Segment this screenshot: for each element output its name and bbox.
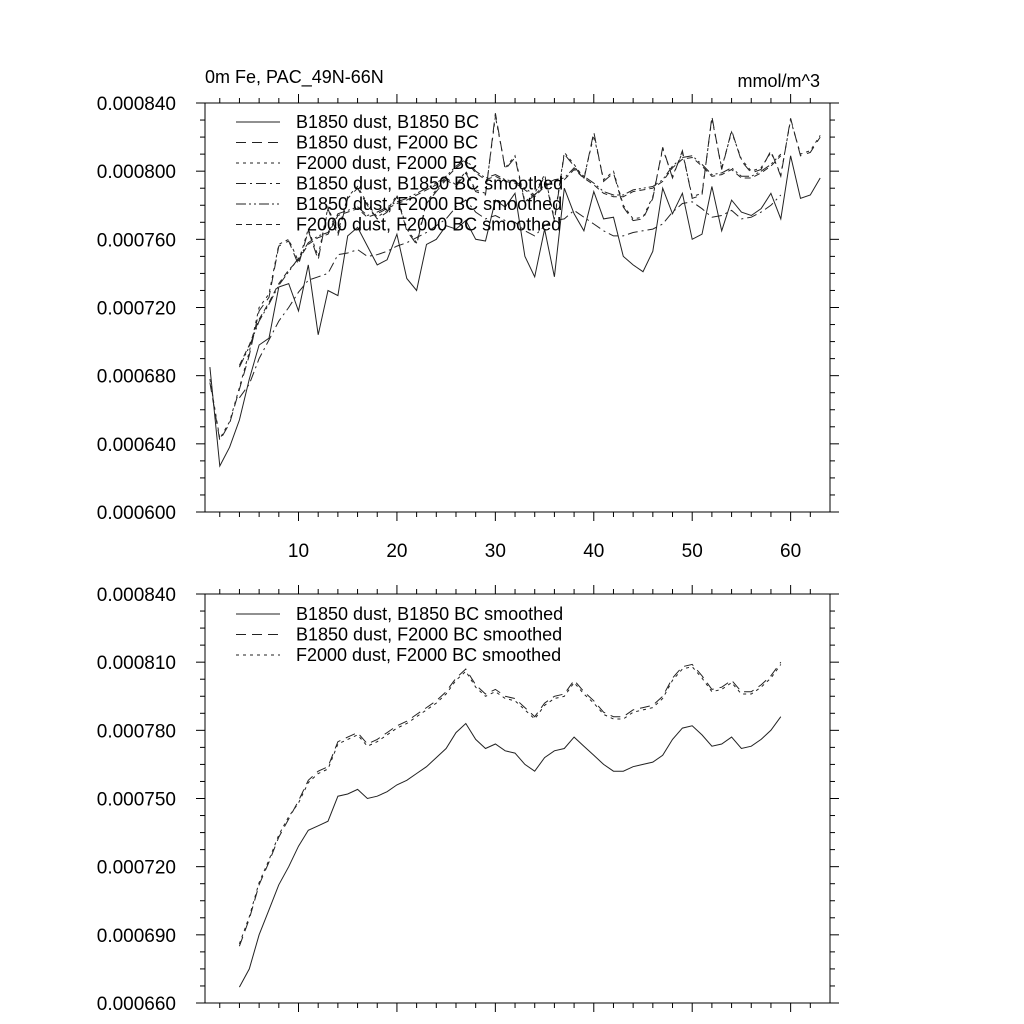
legend-label: B1850 dust, F2000 BC smoothed: [296, 194, 563, 214]
series-line-f2000-dust-f2000-bc-smoothed: [239, 664, 780, 944]
x-tick-label: 30: [484, 541, 506, 562]
x-tick-label: 20: [386, 541, 408, 562]
y-tick-label: 0.000600: [96, 503, 176, 524]
legend-label: B1850 dust, F2000 BC smoothed: [296, 624, 563, 645]
y-tick-label: 0.000720: [96, 298, 176, 320]
series-line-b1850-dust-b1850-bc-smoothed: [239, 717, 780, 987]
y-tick-label: 0.000690: [96, 925, 176, 947]
y-tick-label: 0.000840: [96, 94, 176, 115]
legend-label: F2000 dust, F2000 BC smoothed: [296, 214, 562, 235]
x-tick-label: 40: [583, 541, 605, 562]
x-tick-label: 60: [780, 541, 802, 562]
y-tick-label: 0.000760: [96, 230, 176, 252]
chart-title: 0m Fe, PAC_49N-66N: [205, 67, 384, 87]
y-tick-label: 0.000660: [96, 994, 176, 1015]
series-line-b1850-dust-f2000-bc-smoothed: [239, 662, 780, 946]
legend-label: B1850 dust, B1850 BC: [296, 112, 480, 132]
legend-label: B1850 dust, B1850 BC smoothed: [296, 604, 564, 624]
x-tick-label: 50: [681, 541, 703, 562]
bottom-panel: [97, 585, 839, 1015]
y-tick-label: 0.000720: [96, 857, 176, 879]
legend-label: F2000 dust, F2000 BC: [296, 153, 478, 173]
top-panel: [97, 67, 839, 562]
y-tick-label: 0.000810: [96, 653, 176, 675]
legend-label: B1850 dust, F2000 BC: [296, 132, 479, 153]
y-tick-label: 0.000780: [96, 721, 176, 743]
y-tick-label: 0.000800: [96, 162, 176, 184]
y-tick-label: 0.000680: [96, 366, 176, 388]
legend-label: B1850 dust, B1850 BC smoothed: [296, 173, 564, 194]
y-tick-label: 0.000640: [96, 434, 176, 456]
legend-label: F2000 dust, F2000 BC smoothed: [296, 645, 562, 665]
y-tick-label: 0.000840: [96, 585, 176, 606]
x-tick-label: 10: [287, 541, 310, 562]
units-label: mmol/m^3: [737, 71, 820, 91]
y-tick-label: 0.000750: [96, 789, 176, 811]
